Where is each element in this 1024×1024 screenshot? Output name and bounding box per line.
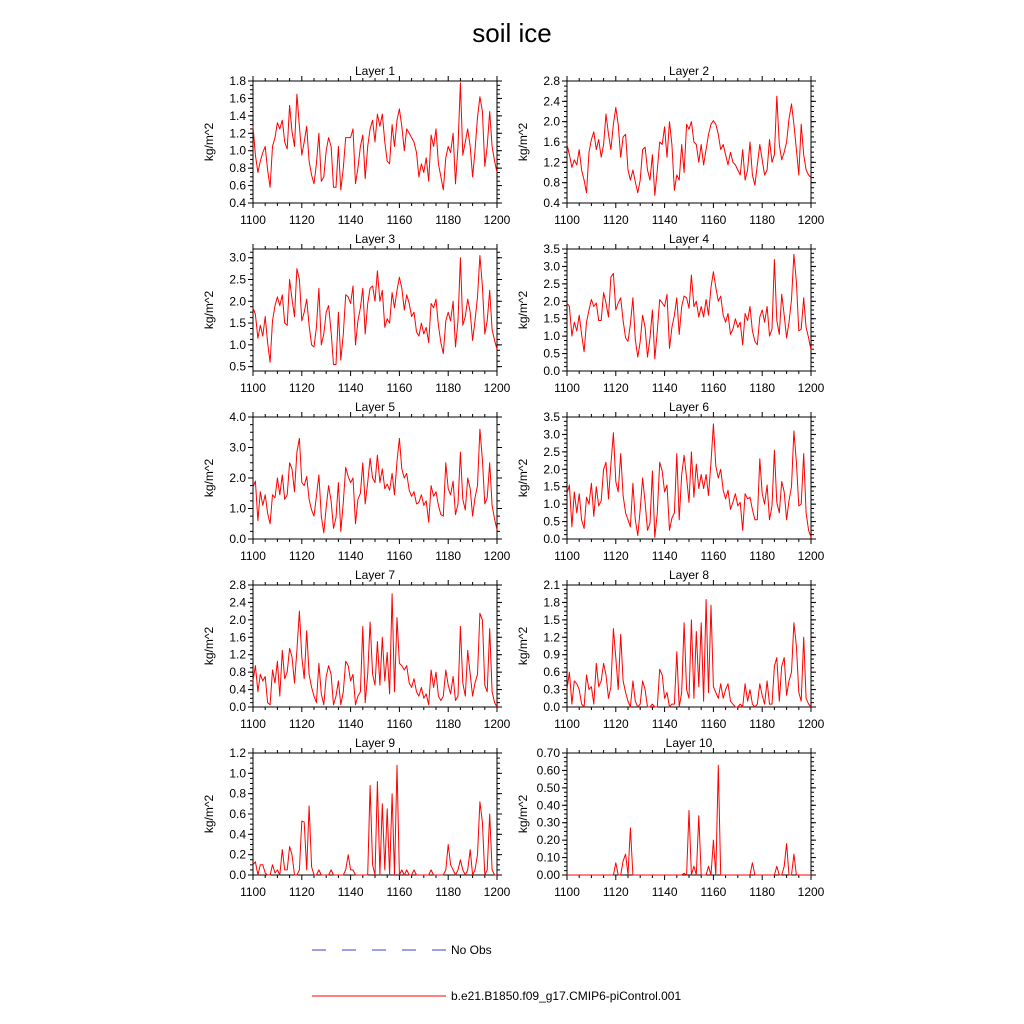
y-tick-label: 0.6 (229, 178, 246, 193)
y-tick-label: 2.5 (543, 444, 560, 459)
y-tick-label: 2.8 (543, 74, 560, 88)
x-tick-label: 1200 (797, 549, 825, 563)
series-line (567, 254, 811, 359)
y-tick-label: 1.8 (543, 595, 560, 610)
x-tick-label: 1120 (288, 717, 315, 731)
y-tick-label: 0.60 (536, 763, 560, 778)
x-tick-label: 1100 (554, 717, 580, 731)
series-line (567, 765, 811, 875)
y-tick-label: 4.0 (229, 410, 246, 424)
x-tick-label: 1180 (435, 549, 462, 563)
y-tick-label: 0.8 (229, 786, 246, 801)
x-tick-label: 1120 (288, 213, 315, 227)
y-tick-label: 1.5 (543, 612, 560, 627)
legend-label-model: b.e21.B1850.f09_g17.CMIP6-piControl.001 (451, 989, 682, 1003)
y-tick-label: 1.6 (543, 135, 560, 149)
y-tick-label: 0.6 (229, 807, 246, 821)
y-tick-label: 2.0 (229, 294, 246, 309)
chart-panels (202, 64, 825, 899)
x-tick-label: 1200 (797, 885, 825, 899)
panel-title: Layer 8 (668, 568, 710, 582)
y-tick-label: 0.4 (229, 682, 246, 697)
x-tick-label: 1180 (749, 717, 776, 731)
y-tick-label: 3.0 (229, 250, 246, 265)
y-tick-label: 0.5 (543, 346, 560, 361)
x-tick-label: 1160 (700, 549, 727, 563)
x-tick-label: 1180 (435, 213, 462, 227)
panel-title: Layer 4 (668, 232, 710, 246)
x-tick-label: 1180 (749, 549, 776, 563)
y-tick-label: 1.0 (229, 337, 246, 352)
x-tick-label: 1200 (483, 717, 511, 731)
y-tick-label: 0.8 (229, 161, 246, 176)
chart-panel (516, 736, 825, 899)
x-tick-label: 1200 (797, 381, 825, 395)
y-tick-label: 2.5 (229, 272, 246, 287)
panel-title: Layer 10 (665, 736, 713, 750)
y-tick-label: 1.6 (229, 91, 246, 106)
y-axis-label: kg/m^2 (202, 458, 216, 498)
x-tick-label: 1140 (337, 213, 364, 227)
y-tick-label: 2.4 (543, 94, 560, 109)
panel-title: Layer 7 (354, 568, 396, 582)
x-tick-label: 1160 (386, 213, 413, 227)
y-axis-label: kg/m^2 (516, 794, 530, 834)
x-tick-label: 1180 (435, 381, 462, 395)
y-tick-label: 2.0 (229, 471, 246, 485)
y-tick-label: 2.0 (543, 114, 560, 129)
x-tick-label: 1140 (337, 549, 364, 563)
y-axis-label: kg/m^2 (516, 290, 530, 330)
panel-title: Layer 3 (354, 232, 396, 246)
x-tick-label: 1200 (797, 717, 825, 731)
y-tick-label: 1.0 (229, 766, 246, 781)
y-tick-label: 0.20 (536, 833, 560, 848)
y-tick-label: 0.4 (543, 196, 560, 210)
panel-title: Layer 9 (354, 736, 396, 750)
x-tick-label: 1120 (602, 381, 629, 395)
x-tick-label: 1120 (602, 717, 629, 731)
y-tick-label: 1.6 (229, 630, 246, 645)
x-tick-label: 1100 (240, 381, 266, 395)
y-tick-label: 2.0 (229, 612, 246, 627)
series-line (567, 424, 811, 537)
legend (312, 943, 681, 1003)
y-tick-label: 3.5 (543, 242, 560, 256)
legend-label-no-obs: No Obs (451, 943, 492, 957)
x-tick-label: 1100 (554, 885, 580, 899)
y-tick-label: 0.0 (229, 532, 246, 546)
y-tick-label: 1.0 (229, 143, 246, 158)
chart-panel (202, 232, 511, 395)
y-tick-label: 0.0 (543, 700, 560, 714)
x-tick-label: 1120 (288, 381, 315, 395)
panel-title: Layer 1 (354, 64, 396, 78)
series-line (253, 429, 497, 533)
y-tick-label: 1.5 (229, 316, 246, 331)
y-tick-label: 0.4 (229, 827, 246, 842)
y-tick-label: 0.40 (536, 798, 560, 813)
y-tick-label: 0.0 (543, 532, 560, 546)
y-tick-label: 0.0 (229, 700, 246, 714)
series-line (253, 765, 497, 875)
x-tick-label: 1100 (240, 717, 266, 731)
series-line (567, 600, 811, 708)
y-tick-label: 1.8 (229, 74, 246, 88)
x-tick-label: 1120 (602, 549, 629, 563)
x-tick-label: 1200 (797, 213, 825, 227)
x-tick-label: 1120 (288, 885, 315, 899)
panel-title: Layer 5 (354, 400, 396, 414)
x-tick-label: 1140 (337, 717, 364, 731)
x-tick-label: 1140 (651, 717, 678, 731)
x-tick-label: 1160 (700, 885, 727, 899)
y-tick-label: 3.5 (543, 410, 560, 424)
x-tick-label: 1200 (483, 213, 511, 227)
x-tick-label: 1100 (240, 549, 266, 563)
y-tick-label: 2.5 (543, 276, 560, 291)
x-tick-label: 1120 (288, 549, 315, 563)
y-axis-label: kg/m^2 (202, 794, 216, 834)
y-tick-label: 0.4 (229, 196, 246, 210)
x-tick-label: 1160 (700, 381, 727, 395)
x-tick-label: 1160 (386, 717, 413, 731)
y-tick-label: 3.0 (543, 259, 560, 274)
y-tick-label: 0.3 (543, 682, 560, 697)
y-axis-label: kg/m^2 (516, 122, 530, 162)
y-tick-label: 2.0 (543, 462, 560, 477)
y-tick-label: 0.8 (229, 665, 246, 680)
y-axis-label: kg/m^2 (516, 458, 530, 498)
y-axis-label: kg/m^2 (516, 626, 530, 666)
y-tick-label: 0.0 (543, 364, 560, 378)
y-tick-label: 0.5 (229, 359, 246, 374)
y-axis-label: kg/m^2 (202, 122, 216, 162)
x-tick-label: 1140 (651, 549, 678, 563)
chart-panel (516, 400, 825, 563)
chart-panel (516, 232, 825, 395)
y-tick-label: 0.0 (229, 868, 246, 882)
y-tick-label: 2.4 (229, 595, 246, 610)
x-tick-label: 1180 (749, 885, 776, 899)
x-tick-label: 1180 (749, 213, 776, 227)
x-tick-label: 1140 (651, 381, 678, 395)
x-tick-label: 1140 (337, 381, 364, 395)
y-tick-label: 1.2 (229, 647, 246, 662)
y-tick-label: 1.2 (229, 126, 246, 141)
y-tick-label: 0.30 (536, 815, 560, 830)
y-tick-label: 1.4 (229, 108, 246, 123)
y-tick-label: 1.2 (229, 746, 246, 760)
plot-frame (253, 585, 497, 707)
chart-panel (516, 568, 825, 731)
y-tick-label: 0.6 (543, 665, 560, 680)
series-line (253, 256, 497, 365)
x-tick-label: 1140 (651, 885, 678, 899)
chart-panel (202, 400, 511, 563)
x-tick-label: 1100 (240, 213, 266, 227)
x-tick-label: 1180 (435, 885, 462, 899)
x-tick-label: 1140 (651, 213, 678, 227)
chart-panel (202, 568, 511, 731)
y-tick-label: 3.0 (543, 427, 560, 442)
x-tick-label: 1100 (240, 885, 266, 899)
y-tick-label: 1.0 (543, 329, 560, 344)
chart-panel (202, 64, 511, 227)
y-tick-label: 1.5 (543, 479, 560, 494)
y-tick-label: 0.2 (229, 847, 246, 862)
chart-panel (516, 64, 825, 227)
y-tick-label: 2.1 (543, 578, 560, 592)
y-axis-label: kg/m^2 (202, 290, 216, 330)
y-tick-label: 0.50 (536, 780, 560, 795)
x-tick-label: 1100 (554, 381, 580, 395)
x-tick-label: 1100 (554, 549, 580, 563)
x-tick-label: 1120 (602, 885, 629, 899)
y-axis-label: kg/m^2 (202, 626, 216, 666)
x-tick-label: 1180 (435, 717, 462, 731)
y-tick-label: 0.5 (543, 514, 560, 529)
panel-title: Layer 6 (668, 400, 710, 414)
x-tick-label: 1160 (386, 381, 413, 395)
series-line (253, 83, 497, 190)
y-tick-label: 1.0 (229, 501, 246, 516)
y-tick-label: 2.8 (229, 578, 246, 592)
y-tick-label: 1.2 (543, 630, 560, 645)
x-tick-label: 1160 (386, 885, 413, 899)
x-tick-label: 1160 (700, 213, 727, 227)
x-tick-label: 1200 (483, 381, 511, 395)
x-tick-label: 1200 (483, 885, 511, 899)
y-tick-label: 1.0 (543, 497, 560, 512)
y-tick-label: 1.2 (543, 155, 560, 170)
x-tick-label: 1120 (602, 213, 629, 227)
series-line (567, 96, 811, 195)
x-tick-label: 1100 (554, 213, 580, 227)
figure-title: soil ice (472, 18, 552, 48)
panel-title: Layer 2 (668, 64, 710, 78)
y-tick-label: 0.00 (536, 868, 560, 882)
x-tick-label: 1160 (386, 549, 413, 563)
y-tick-label: 0.9 (543, 647, 560, 662)
x-tick-label: 1160 (700, 717, 727, 731)
y-tick-label: 0.70 (536, 746, 560, 760)
y-tick-label: 0.8 (543, 175, 560, 190)
x-tick-label: 1200 (483, 549, 511, 563)
y-tick-label: 3.0 (229, 440, 246, 455)
x-tick-label: 1180 (749, 381, 776, 395)
x-tick-label: 1140 (337, 885, 364, 899)
y-tick-label: 1.5 (543, 311, 560, 326)
chart-panel (202, 736, 511, 899)
y-tick-label: 0.10 (536, 850, 560, 865)
series-line (253, 594, 497, 707)
y-tick-label: 2.0 (543, 294, 560, 309)
plot-frame (567, 417, 811, 539)
